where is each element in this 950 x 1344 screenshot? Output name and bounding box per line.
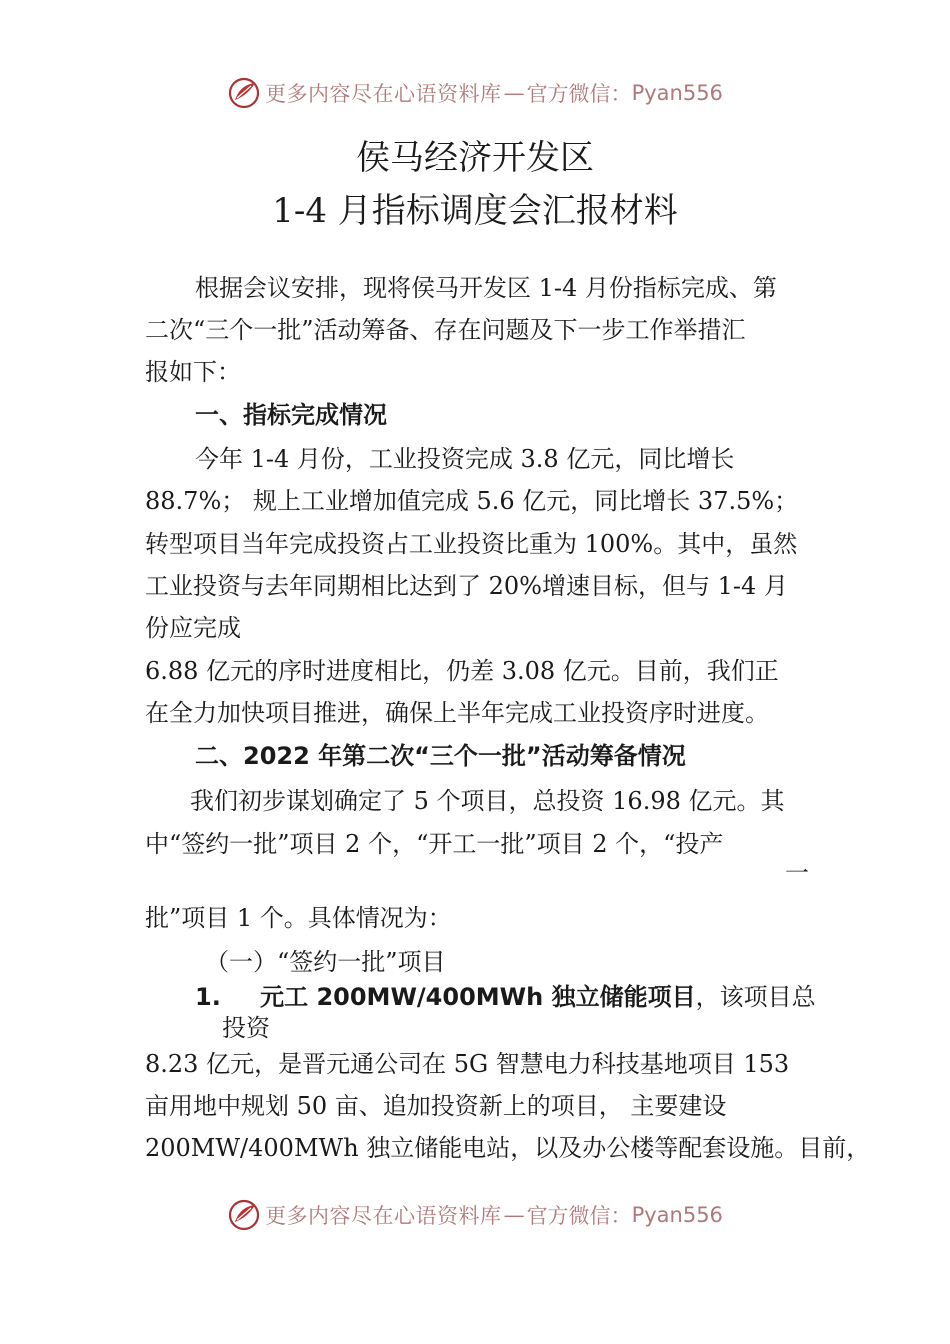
watermark-separator: — xyxy=(503,1203,525,1227)
watermark-wechat-label: 官方微信： xyxy=(526,82,632,106)
paragraph-line: 报如下： xyxy=(145,358,241,386)
watermark-separator: — xyxy=(503,81,525,105)
paragraph-line: 份应完成 xyxy=(145,614,241,642)
watermark-wechat-id: Pyan556 xyxy=(631,1203,723,1227)
paragraph-line: 转型项目当年完成投资占工业投资比重为 100%。其中，虽然 xyxy=(145,530,798,558)
paragraph-line: 根据会议安排，现将侯马开发区 1-4 月份指标完成、第 xyxy=(195,274,777,302)
paragraph-line: 批”项目 1 个。具体情况为： xyxy=(145,904,452,932)
item-title: 元工 200MW/400MWh 独立储能项目 xyxy=(260,983,696,1011)
paragraph-line: 6.88 亿元的序时进度相比，仍差 3.08 亿元。目前，我们正 xyxy=(145,657,779,685)
paragraph-line: 亩用地中规划 50 亩、追加投资新上的项目， 主要建设 xyxy=(145,1092,727,1120)
item-text: ，该项目总 xyxy=(695,983,816,1011)
section-heading: 二、2022 年第二次“三个一批”活动筹备情况 xyxy=(195,742,686,770)
paragraph-line: 200MW/400MWh 独立储能电站，以及办公楼等配套设施。目前， xyxy=(145,1134,871,1162)
watermark-banner-bottom xyxy=(0,1195,950,1235)
paragraph-line: 在全力加快项目推进，确保上半年完成工业投资序时进度。 xyxy=(145,699,769,727)
section-heading: 一、指标完成情况 xyxy=(195,401,387,429)
paragraph-line: 二次“三个一批”活动筹备、存在问题及下一步工作举措汇 xyxy=(145,316,746,344)
paragraph-line: 工业投资与去年同期相比达到了 20%增速目标，但与 1-4 月 xyxy=(145,572,788,600)
watermark-banner-top xyxy=(0,73,950,113)
watermark-wechat-label: 官方微信： xyxy=(526,1204,632,1228)
paragraph-line: 投资 xyxy=(222,1014,270,1042)
paragraph-line: 88.7%； 规上工业增加值完成 5.6 亿元，同比增长 37.5%； xyxy=(145,487,799,515)
paragraph-line: 8.23 亿元，是晋元通公司在 5G 智慧电力科技基地项目 153 xyxy=(145,1050,790,1078)
subsection-heading: （一）“签约一批”项目 xyxy=(205,948,446,976)
paragraph-line: 一 xyxy=(785,859,809,887)
leaf-seal-icon xyxy=(227,1198,261,1232)
paragraph-line: 中“签约一批”项目 2 个，“开工一批”项目 2 个，“投产 xyxy=(145,830,724,858)
paragraph-line: 我们初步谋划确定了 5 个项目，总投资 16.98 亿元。其 xyxy=(190,787,785,815)
item-number: 1. xyxy=(195,983,221,1011)
list-item xyxy=(195,982,816,1012)
leaf-seal-icon xyxy=(227,76,261,110)
paragraph-line: 今年 1-4 月份，工业投资完成 3.8 亿元，同比增长 xyxy=(195,445,735,473)
watermark-text: 更多内容尽在心语资料库 xyxy=(265,1204,502,1228)
watermark-text: 更多内容尽在心语资料库 xyxy=(265,82,502,106)
document-title-line2: 1-4 月指标调度会汇报材料 xyxy=(272,191,678,231)
watermark-wechat-id: Pyan556 xyxy=(631,81,723,105)
document-title-line1: 侯马经济开发区 xyxy=(356,138,594,178)
